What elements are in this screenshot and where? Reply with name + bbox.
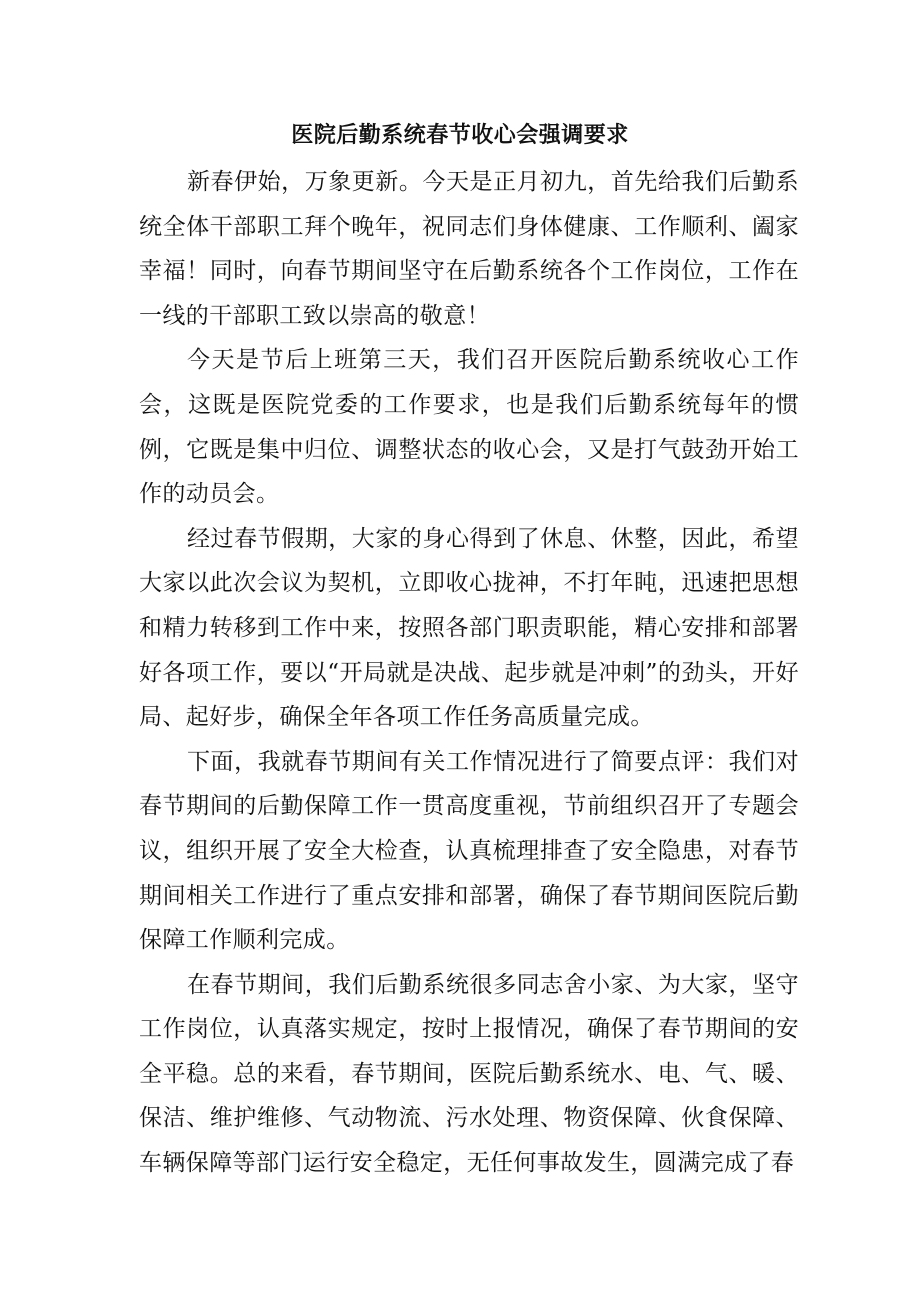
document-title: 医院后勤系统春节收心会强调要求 bbox=[291, 122, 629, 148]
paragraph-meeting-purpose: 今天是节后上班第三天，我们召开医院后勤系统收心工作会，这既是医院党委的工作要求，也是我们后勤系统每年的惯例，它既是集中归位、调整状态的收心会，又是打气鼓劲开始工作的动员会。 bbox=[139, 347, 799, 508]
paragraph-review: 下面，我就春节期间有关工作情况进行了简要点评：我们对春节期间的后勤保障工作一贯高度重视，节前组织召开了专题会议，组织开展了安全大检查，认真梳理排查了安全隐患，对春节期间相关工作进行了重点安排和部署，确保了春节期间医院后勤保障工作顺利完成。 bbox=[139, 748, 799, 954]
paragraph-summary: 在春节期间，我们后勤系统很多同志舍小家、为大家，坚守工作岗位，认真落实规定，按时上报情况，确保了春节期间的安全平稳。总的来看，春节期间，医院后勤系统水、电、气、暖、保洁、维护维修、气动物流、污水处理、物资保障、伙食保障、车辆保障等部门运行安全稳定，无任何事故发生，圆满完成了春 bbox=[139, 971, 799, 1177]
paragraph-greeting: 新春伊始，万象更新。今天是正月初九，首先给我们后勤系统全体干部职工拜个晚年，祝同志们身体健康、工作顺利、阖家幸福！同时，向春节期间坚守在后勤系统各个工作岗位，工作在一线的干部职工致以崇高的敬意！ bbox=[139, 169, 799, 329]
document-body bbox=[139, 160, 799, 1186]
paragraph-after-holiday: 经过春节假期，大家的身心得到了休息、休整，因此，希望大家以此次会议为契机，立即收心拢神，不打年盹，迅速把思想和精力转移到工作中来，按照各部门职责职能，精心安排和部署好各项工作，要以“开局就是决战、起步就是冲刺”的劲头，开好局、起好步，确保全年各项工作任务高质量完成。 bbox=[139, 525, 799, 731]
